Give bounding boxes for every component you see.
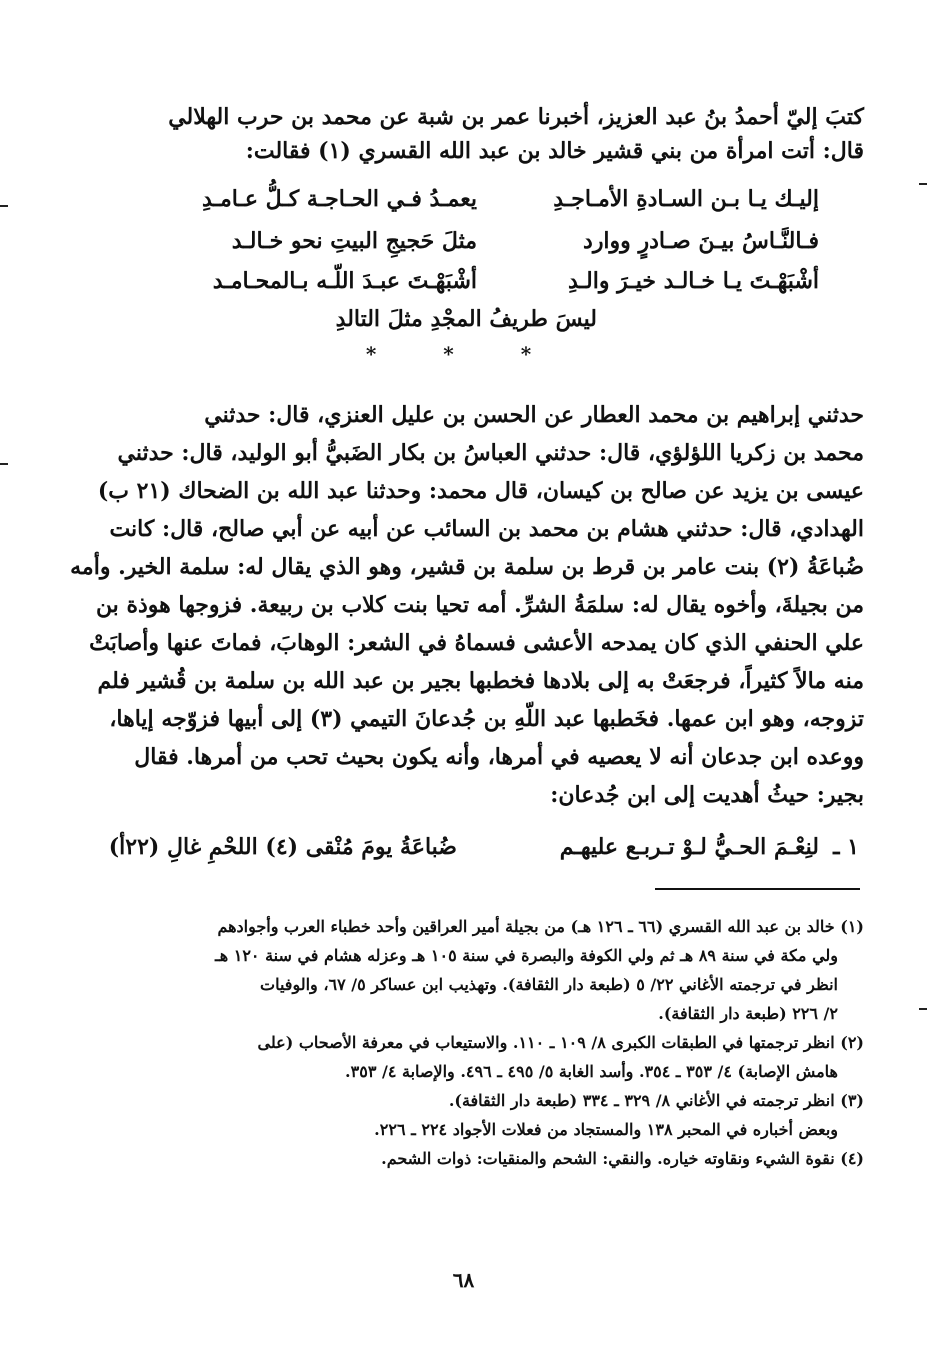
- intro-paragraph: [108, 100, 864, 168]
- body-line: بجير: حيثُ أهديت إلى ابن جُدعان:: [550, 782, 864, 808]
- footnote-line: ٢/ ٢٢٦ (طبعة دار الثقافة).: [658, 1004, 838, 1023]
- footnote-line: (١) خالد بن عبد الله القسري (٦٦ ـ ١٢٦ هـ) من بجيلة أمير العراقين وأحد خطباء العرب وأجوادهم: [217, 917, 864, 936]
- verse-hemistich: لنِعْـمَ الحـيُّ لـوْ تـربـع عليهـم: [559, 834, 819, 860]
- body-paragraph: [70, 396, 864, 814]
- body-line: ضُباعَةُ (٢) بنت عامر بن قرط بن سلمة بن قشير، وهو الذي يقال له: سلمة الخير. وأمه: [70, 554, 864, 580]
- body-line: علي الحنفي الذي كان يمدحه الأعشى فسماهُ في الشعر: الوهابَ، فماتَ عنها وأصابَتْ: [89, 630, 864, 656]
- footnote-line: انظر في ترجمته الأغاني ٢٢/ ٥ (طبعة دار الثقافة). وتهذيب ابن عساكر ٥/ ٦٧، والوفيات: [260, 975, 838, 994]
- verse-single: ليسَ طريفُ المجْدِ مثلَ التالدِ: [335, 306, 597, 332]
- section-separator: * * *: [365, 342, 562, 366]
- body-line: من بجيلةَ، وأخوه يقال له: سلمَةُ الشرِّ. أمه تحيا بنت كلاب بن ربيعة. فزوجها هوذة بن: [95, 592, 864, 618]
- verse-hemistich: فـالنَّـاسُ بيـنَ صـادرٍ ووارد: [583, 228, 819, 254]
- verse-number: ١ ـ: [833, 834, 859, 860]
- body-line: ووعده ابن جدعان أنه لا يعصيه في أمرها، وأنه يكون بحيث تحب من أمرها. فقال: [134, 744, 864, 770]
- body-line: عيسى بن يزيد عن صالح بن كيسان، قال محمد: وحدثنا عبد الله بن الضحاك (٢١ ب): [97, 478, 864, 504]
- verse-hemistich: أشْبَهْـتَ يـا خـالـد خيـرَ والـدِ: [568, 268, 819, 294]
- footnote-line: (٢) انظر ترجمتها في الطبقات الكبرى ٨/ ١٠٩ ـ ١١٠. والاستيعاب في معرفة الأصحاب (على: [257, 1033, 864, 1052]
- footnote-line: وبعض أخباره في المحبر ١٣٨ والمستجاد من فعلات الأجواد ٢٢٤ ـ ٢٢٦.: [374, 1120, 838, 1139]
- verse-hemistich: يعمـدُ فـي الحـاجـة كـلُّ عـامـدِ: [201, 186, 477, 212]
- footnote-line: ولي مكة في سنة ٨٩ هـ ثم ولي الكوفة والبصرة في سنة ١٠٥ هـ وعزله هشام في سنة ١٢٠ هـ: [215, 946, 838, 965]
- intro-line: كتبَ إليّ أحمدُ بنُ عبد العزيز، أخبرنا عمر بن شبة عن محمد بن حرب الهلالي: [168, 104, 864, 130]
- verse-hemistich: ضُباعَةُ يومَ مُنْقى (٤) اللحْمِ غالِ (٢٢أ): [108, 834, 457, 860]
- verse-hemistich: إليـك يـا بـن السـادةِ الأمـاجـدِ: [553, 186, 819, 212]
- intro-line: قال: أتت امرأة من بني قشير خالد بن عبد الله القسري (١) فقالت:: [245, 138, 864, 164]
- body-line: حدثني إبراهيم بن محمد العطار عن الحسن بن عليل العنزي، قال: حدثني: [204, 402, 864, 428]
- body-line: منه مالاً كثيراً، فرجعَتْ به إلى بلادها فخطبها بجير بن عبد الله بن سلمة بن قُشير فلم: [97, 668, 864, 694]
- margin-mark: [919, 1008, 927, 1010]
- margin-mark: [919, 183, 927, 185]
- margin-mark: [0, 205, 8, 207]
- body-line: تزوجه، وهو ابن عمها. فخَطبها عبد اللّهِ بن جُدعانَ التيمي (٣) إلى أبيها فزوّجه إياها،: [109, 706, 864, 732]
- footnote-line: (٣) انظر ترجمته في الأغاني ٨/ ٣٢٩ ـ ٣٣٤ (طبعة دار الثقافة).: [448, 1091, 864, 1110]
- margin-mark: [0, 463, 8, 465]
- verse-hemistich: أشْبَهْـتَ عبـدَ اللّـه بـالمحـامـد: [212, 268, 477, 294]
- footnote-rule: [655, 888, 860, 890]
- verse-hemistich: مثلَ حَجيجِ البيتِ نحو خـالـد: [231, 228, 477, 254]
- footnotes: [108, 912, 864, 1173]
- footnote-line: هامش الإصابة) ٤/ ٣٥٣ ـ ٣٥٤. وأسد الغابة ٥/ ٤٩٥ ـ ٤٩٦. والإصابة ٤/ ٣٥٣.: [345, 1062, 838, 1081]
- body-line: الهدادي، قال: حدثني هشام بن محمد بن السائب عن أبيه عن أبي صالح، قال: كانت: [109, 516, 864, 542]
- body-line: محمد بن زكريا اللؤلؤي، قال: حدثني العباسُ بن بكار الضَبيُّ أبو الوليد، قال: حدثني: [117, 440, 864, 466]
- footnote-line: (٤) نقوة الشيء ونقاوته خياره. والنقي: الشحم والمنقيات: ذوات الشحم.: [381, 1149, 864, 1168]
- page-number: ٦٨: [452, 1268, 475, 1292]
